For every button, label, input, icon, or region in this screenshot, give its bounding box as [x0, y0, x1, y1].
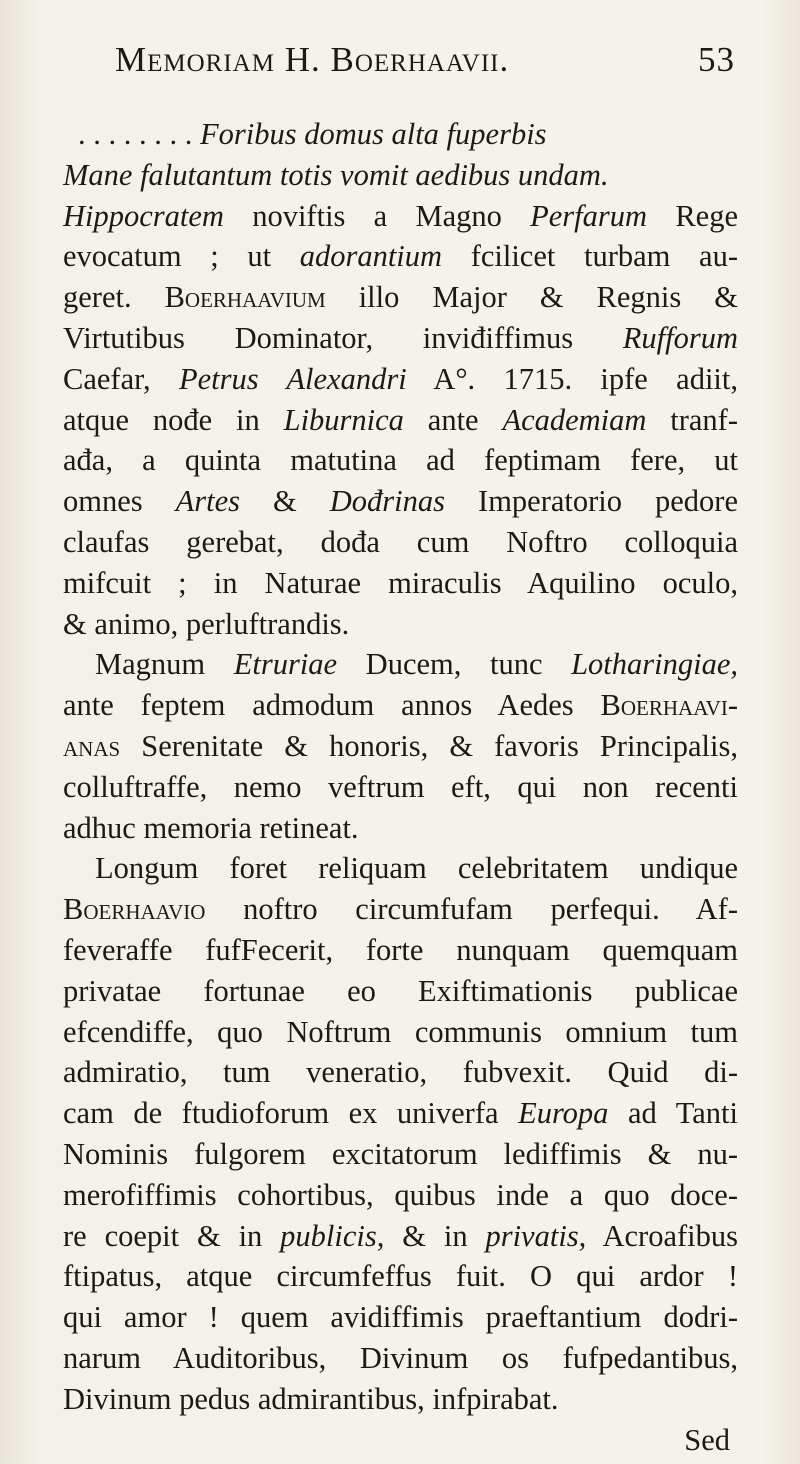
running-head — [115, 40, 735, 100]
text-segment: adorantium — [299, 239, 443, 274]
text-line — [63, 522, 738, 563]
text-line — [63, 1338, 738, 1379]
text-segment: A°. 1715. ipfe adiit, — [406, 361, 738, 396]
text-segment: Ducem, tunc — [337, 647, 572, 682]
text-segment: Nominis fulgorem excitatorum lediffimis & nu- — [63, 1136, 738, 1171]
text-segment: feveraffe fufFecerit, forte nunquam quemquam — [63, 932, 738, 967]
page-number: 53 — [698, 40, 735, 79]
text-segment: Serenitate & honoris, & favoris Principalis, — [120, 728, 738, 763]
text-segment: privatis, — [485, 1218, 587, 1253]
text-segment: & animo, perluftrandis. — [63, 606, 350, 641]
text-line — [63, 1297, 738, 1338]
text-segment: admiratio, tum veneratio, fubvexit. Quid di- — [63, 1055, 738, 1090]
text-segment: Academiam — [502, 402, 647, 437]
text-line — [63, 236, 738, 277]
paragraph-start — [63, 848, 738, 889]
text-segment: Foribus domus alta fuperbis — [200, 117, 547, 151]
text-line — [63, 400, 738, 441]
text-line — [63, 726, 738, 767]
text-line — [63, 604, 738, 645]
paragraph-start — [63, 644, 738, 685]
text-line — [63, 440, 738, 481]
text-segment: Liburnica — [283, 402, 404, 437]
text-line — [63, 318, 738, 359]
text-segment: Imperatorio pedore — [445, 484, 738, 519]
text-segment: Artes — [175, 484, 241, 519]
text-line — [63, 359, 738, 400]
text-segment: Longum foret reliquam celebritatem undique — [95, 851, 738, 886]
text-line — [63, 1216, 738, 1257]
text-segment: Etruriae — [233, 647, 338, 682]
text-segment: privatae fortunae eo Exiftimationis publicae — [63, 973, 738, 1008]
text-segment: adhuc memoria retineat. — [63, 810, 359, 845]
body-text — [63, 114, 738, 1460]
text-line — [63, 1052, 738, 1093]
text-segment: qui amor ! quem avidiffimis praeftantium dodri- — [63, 1300, 738, 1335]
text-segment: ante feptem admodum annos Aedes — [63, 688, 601, 723]
text-segment: tranf- — [646, 402, 738, 437]
text-segment: Lotharingiae, — [571, 647, 738, 682]
text-segment: Dođrinas — [329, 484, 446, 519]
text-segment: Mane falutantum totis vomit aedibus undam. — [63, 157, 609, 192]
text-segment: Hippocratem — [63, 198, 224, 233]
text-segment: omnes — [63, 484, 176, 519]
text-line — [63, 1093, 738, 1134]
running-head-title: Memoriam H. Boerhaavii. — [115, 40, 510, 79]
text-line — [63, 685, 738, 726]
text-segment: Caefar, — [63, 361, 179, 396]
text-segment: Divinum pedus admirantibus, infpirabat. — [63, 1381, 559, 1416]
text-segment: Boerhaavium — [164, 280, 326, 315]
text-line — [63, 889, 738, 930]
text-line — [63, 277, 738, 318]
text-line — [63, 767, 738, 808]
text-segment: Virtutibus Dominator, inviđiffimus — [63, 320, 623, 355]
text-segment: & — [240, 484, 330, 519]
text-line — [63, 808, 738, 849]
text-segment: merofiffimis cohortibus, quibus inde a quo doce- — [63, 1177, 738, 1212]
verse-line — [63, 114, 738, 155]
text-segment: Petrus Alexandri — [179, 361, 407, 396]
text-segment: ftipatus, atque circumfeffus fuit. O qui ardor ! — [63, 1259, 738, 1294]
text-segment: evocatum ; ut — [63, 239, 300, 274]
text-segment: narum Auditoribus, Divinum os fufpedantibus, — [63, 1340, 738, 1375]
text-line — [63, 1379, 738, 1420]
text-segment: Boerhaavi- — [600, 688, 738, 723]
text-segment: publicis, — [280, 1218, 385, 1253]
text-segment: Rege — [647, 198, 738, 233]
text-line — [63, 196, 738, 237]
text-segment: efcendiffe, quo Noftrum communis omnium tum — [63, 1014, 738, 1049]
catchword: Sed — [684, 1422, 730, 1457]
text-segment: noftro circumfufam perfequi. Af- — [205, 892, 738, 927]
text-segment: ađa, a quinta matutina ad feptimam fere, ut — [63, 443, 738, 478]
text-segment: Perfarum — [530, 198, 648, 233]
text-segment: Magnum — [95, 647, 234, 682]
text-segment: ad Tanti — [608, 1096, 738, 1131]
text-segment: Boerhaavio — [63, 892, 206, 927]
text-line — [63, 930, 738, 971]
text-segment: atque nođe in — [63, 402, 284, 437]
text-segment: cam de ftudioforum ex univerfa — [63, 1096, 519, 1131]
text-segment: Acroafibus — [586, 1218, 738, 1253]
text-line — [63, 1134, 738, 1175]
text-segment: ante — [403, 402, 503, 437]
text-segment: Europa — [518, 1096, 609, 1131]
text-line — [63, 481, 738, 522]
text-segment: & in — [384, 1218, 486, 1253]
text-segment: geret. — [63, 280, 165, 315]
text-segment: colluftraffe, nemo veftrum eft, qui non recenti — [63, 769, 738, 804]
text-segment: illo Major & Regnis & — [325, 280, 738, 315]
text-segment: anas — [63, 728, 121, 763]
text-line — [63, 1256, 738, 1297]
text-segment: fcilicet turbam au- — [442, 239, 738, 274]
text-segment: re coepit & in — [63, 1218, 281, 1253]
text-segment: claufas gerebat, dođa cum Noftro colloquia — [63, 524, 738, 559]
text-segment: mifcuit ; in Naturae miraculis Aquilino oculo, — [63, 565, 738, 600]
text-segment: noviftis a Magno — [223, 198, 531, 233]
verse-line — [63, 155, 738, 196]
text-line — [63, 1175, 738, 1216]
text-line — [63, 563, 738, 604]
text-line — [63, 971, 738, 1012]
text-line — [63, 1012, 738, 1053]
text-segment: . . . . . . . . — [78, 117, 200, 151]
text-segment: Rufforum — [622, 320, 738, 355]
